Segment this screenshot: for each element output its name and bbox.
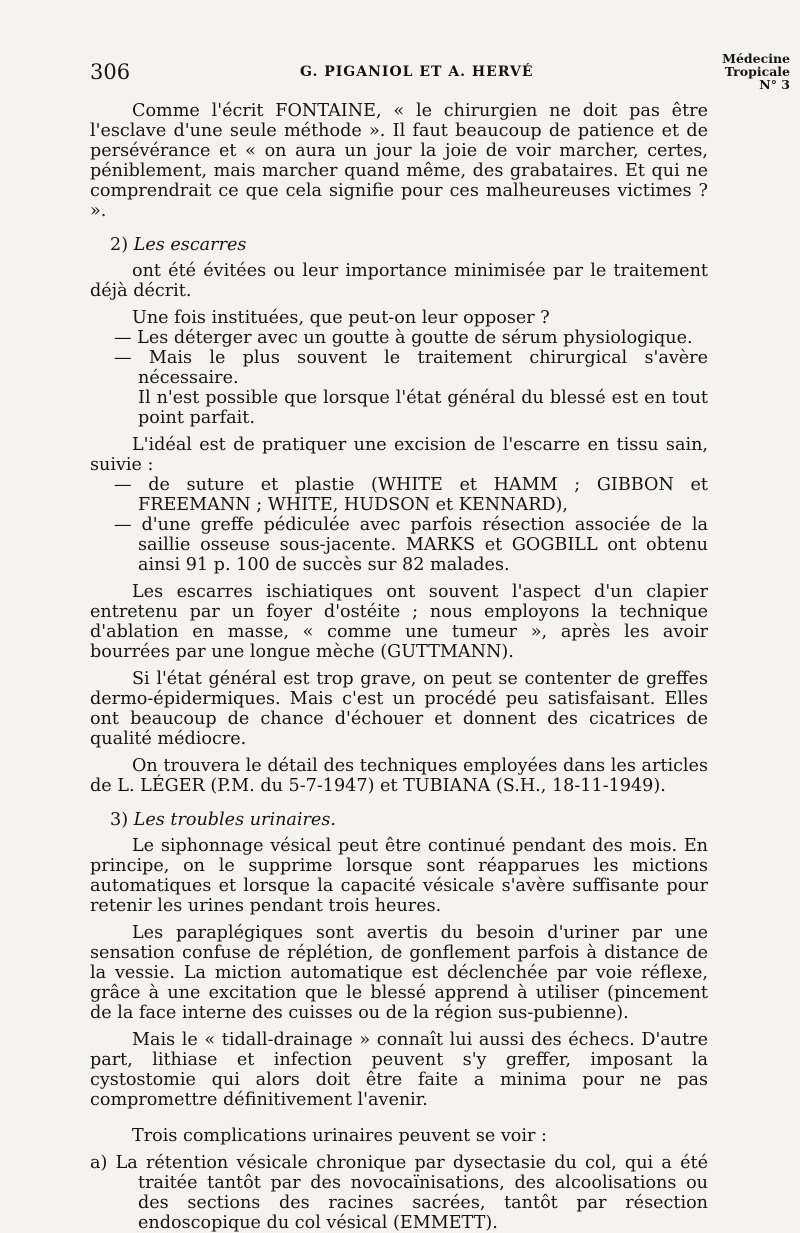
paragraph: On trouvera le détail des techniques employées dans les articles de L. LÉGER (P.M. du 5-7-1947) et TUBIANA (S.H., 18-11-1949).	[90, 756, 708, 796]
paragraph: ont été évitées ou leur importance minimisée par le traitement déjà décrit.	[90, 261, 708, 301]
article-body	[90, 101, 708, 1233]
paragraph: Si l'état général est trop grave, on peut se contenter de greffes dermo-épidermiques. Mais c'est un procédé peu satisfaisant. Elles ont beaucoup de chance d'échouer et donnent des cicatrices de qualité médiocre.	[90, 669, 708, 749]
dash-item: — d'une greffe pédiculée avec parfois résection associée de la saillie osseuse sous-jacente. MARKS et GOGBILL ont obtenu ainsi 91 p. 100 de succès sur 82 malades.	[114, 515, 708, 575]
paragraph: Le siphonnage vésical peut être continué pendant des mois. En principe, on le supprime lorsque sont réapparues les mictions automatiques et lorsque la capacité vésicale s'avère suffisante pour retenir les urines pendant trois heures.	[90, 836, 708, 916]
dash-item-continuation: Il n'est possible que lorsque l'état général du blessé est en tout point parfait.	[138, 388, 708, 428]
journal-line: Médecine	[722, 51, 790, 66]
running-head: G. PIGANIOL ET A. HERVÉ	[300, 64, 534, 80]
page-number: 306	[90, 60, 131, 84]
section-title: Les troubles urinaires.	[133, 810, 336, 830]
journal-line: Tropicale	[724, 64, 790, 79]
dash-item: — Mais le plus souvent le traitement chirurgical s'avère nécessaire.	[114, 348, 708, 388]
journal-line: N° 3	[759, 77, 790, 92]
paragraph: Les paraplégiques sont avertis du besoin d'uriner par une sensation confuse de réplétion, de gonflement parfois à distance de la vessie. La miction automatique est déclenchée par voie réflexe, grâce à une excitation que le blessé apprend à utiliser (pincement de la face interne des cuisses ou de la région sus-pubienne).	[90, 923, 708, 1023]
dash-item: — Les déterger avec un goutte à goutte de sérum physiologique.	[114, 328, 693, 348]
paragraph: Les escarres ischiatiques ont souvent l'aspect d'un clapier entretenu par un foyer d'ostéite ; nous employons la technique d'ablation en masse, « comme une tumeur », après les avoir bourrées par une longue mèche (GUTTMANN).	[90, 582, 708, 662]
paragraph: Mais le « tidall-drainage » connaît lui aussi des échecs. D'autre part, lithiase et infection peuvent s'y greffer, imposant la cystostomie qui alors doit être faite a minima pour ne pas compromettre définitivement l'avenir.	[90, 1030, 708, 1110]
dash-item: — de suture et plastie (WHITE et HAMM ; GIBBON et FREEMANN ; WHITE, HUDSON et KENNARD),	[114, 475, 708, 515]
paragraph: Trois complications urinaires peuvent se voir :	[132, 1126, 547, 1146]
section-heading	[110, 235, 708, 255]
paragraph: Une fois instituées, que peut-on leur opposer ?	[132, 308, 550, 328]
section-heading	[110, 810, 708, 830]
paragraph: L'idéal est de pratiquer une excision de l'escarre en tissu sain, suivie :	[90, 435, 708, 475]
section-number: 2)	[110, 235, 129, 255]
lettered-item: a) La rétention vésicale chronique par dysectasie du col, qui a été traitée tantôt par des novocaïnisations, des alcoolisations ou des sections des racines sacrées, tantôt par résection endoscopique du col vésical (EMMETT).	[90, 1153, 708, 1233]
journal-label	[722, 52, 790, 91]
section-number: 3)	[110, 810, 129, 830]
paragraph: Comme l'écrit FONTAINE, « le chirurgien ne doit pas être l'esclave d'une seule méthode ». Il faut beaucoup de patience et de persévérance et « on aura un jour la joie de voir marcher, certes, péniblement, mais marcher quand même, des grabataires. Et qui ne comprendrait ce que cela signifie pour ces malheureuses victimes ? ».	[90, 101, 708, 221]
section-title: Les escarres	[133, 235, 247, 255]
